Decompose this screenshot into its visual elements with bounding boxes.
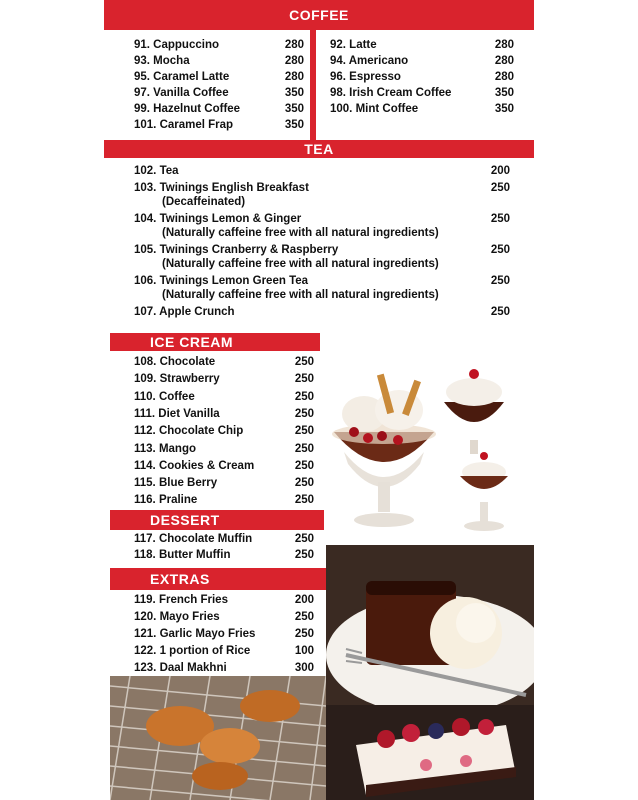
ice-cream-header [110,333,320,351]
menu-item-name: 94. Americano [330,55,409,67]
menu-item-price: 100 [294,645,314,657]
menu-item-price: 250 [490,182,510,194]
menu-item-price: 250 [294,356,314,368]
menu-item-price: 200 [490,165,510,177]
coffee-column-divider [310,30,316,140]
menu-item-note: (Naturally caffeine free with all natural ingredients) [162,227,439,239]
menu-item-price: 350 [284,119,304,131]
menu-item-price: 250 [490,306,510,318]
menu-item-name: 106. Twinings Lemon Green Tea [134,275,309,287]
menu-item-price: 250 [294,611,314,623]
menu-page [104,0,534,800]
dessert-header-label: DESSERT [150,512,220,528]
menu-item-price: 250 [294,407,314,420]
menu-item-price: 350 [494,87,514,99]
menu-item-name: 92. Latte [330,39,377,51]
menu-item-name: 97. Vanilla Coffee [134,87,229,99]
tea-header-label: TEA [304,141,334,157]
menu-item-price: 300 [294,662,314,674]
tea-header [104,140,534,158]
menu-item-price: 250 [294,477,314,490]
menu-item-price: 250 [490,213,510,225]
menu-item-name: 95. Caramel Latte [134,71,230,83]
extras-header-label: EXTRAS [150,571,210,587]
menu-item-note: (Naturally caffeine free with all natural ingredients) [162,258,439,270]
coffee-header [104,0,534,30]
menu-item-name: 105. Twinings Cranberry & Raspberry [134,244,339,256]
menu-item-price: 280 [284,71,304,83]
menu-item-name: 121. Garlic Mayo Fries [134,628,256,640]
berry-cheesecake-photo [326,705,534,800]
menu-item-name: 93. Mocha [134,55,190,67]
menu-item-name: 114. Cookies & Cream [134,459,255,472]
extras-header [110,568,326,590]
menu-item-name: 113. Mango [134,442,196,455]
menu-item-note: (Decaffeinated) [162,196,246,208]
menu-item-name: 103. Twinings English Breakfast [134,182,309,194]
left-margin [0,0,104,800]
right-margin [534,0,638,800]
menu-item-price: 200 [294,594,314,606]
menu-item-price: 250 [294,533,314,545]
menu-item-price: 250 [294,494,314,507]
menu-item-name: 120. Mayo Fries [134,611,220,623]
ice-cream-header-label: ICE CREAM [150,334,234,350]
menu-item-name: 123. Daal Makhni [134,662,227,674]
menu-item-name: 96. Espresso [330,71,401,83]
menu-item-name: 117. Chocolate Muffin [134,533,253,545]
menu-item-price: 250 [294,442,314,455]
coffee-header-label: COFFEE [289,7,349,23]
menu-item-name: 116. Praline [134,494,198,507]
menu-item-price: 350 [284,87,304,99]
menu-item-price: 250 [294,628,314,640]
menu-item-price: 250 [294,390,314,403]
menu-item-name: 109. Strawberry [134,373,220,386]
menu-item-price: 350 [494,103,514,115]
menu-item-name: 111. Diet Vanilla [134,407,220,420]
menu-item-price: 280 [284,55,304,67]
menu-item-name: 107. Apple Crunch [134,306,235,318]
menu-item-price: 280 [494,55,514,67]
menu-item-name: 118. Butter Muffin [134,549,231,561]
menu-item-name: 100. Mint Coffee [330,103,419,115]
menu-item-price: 280 [494,39,514,51]
menu-item-price: 280 [284,39,304,51]
menu-item-name: 98. Irish Cream Coffee [330,87,452,99]
menu-item-name: 119. French Fries [134,594,228,606]
menu-item-name: 104. Twinings Lemon & Ginger [134,213,302,225]
menu-item-price: 250 [490,275,510,287]
menu-item-name: 102. Tea [134,165,179,177]
menu-item-name: 112. Chocolate Chip [134,425,244,438]
menu-item-price: 250 [294,373,314,386]
menu-item-name: 122. 1 portion of Rice [134,645,251,657]
menu-item-name: 108. Chocolate [134,356,216,368]
menu-item-name: 91. Cappuccino [134,39,219,51]
ice-cream-sundae-photo [324,352,534,542]
menu-item-price: 250 [294,425,314,438]
menu-item-price: 280 [494,71,514,83]
menu-item-name: 110. Coffee [134,390,195,403]
menu-item-name: 99. Hazelnut Coffee [134,103,241,115]
menu-item-note: (Naturally caffeine free with all natural ingredients) [162,289,439,301]
menu-item-name: 115. Blue Berry [134,477,218,490]
dessert-header [110,510,326,530]
menu-item-price: 250 [490,244,510,256]
fried-chicken-photo [110,676,326,800]
chocolate-cake-photo [326,545,534,705]
menu-item-name: 101. Caramel Frap [134,119,234,131]
menu-item-price: 350 [284,103,304,115]
menu-item-price: 250 [294,549,314,561]
menu-item-price: 250 [294,459,314,472]
